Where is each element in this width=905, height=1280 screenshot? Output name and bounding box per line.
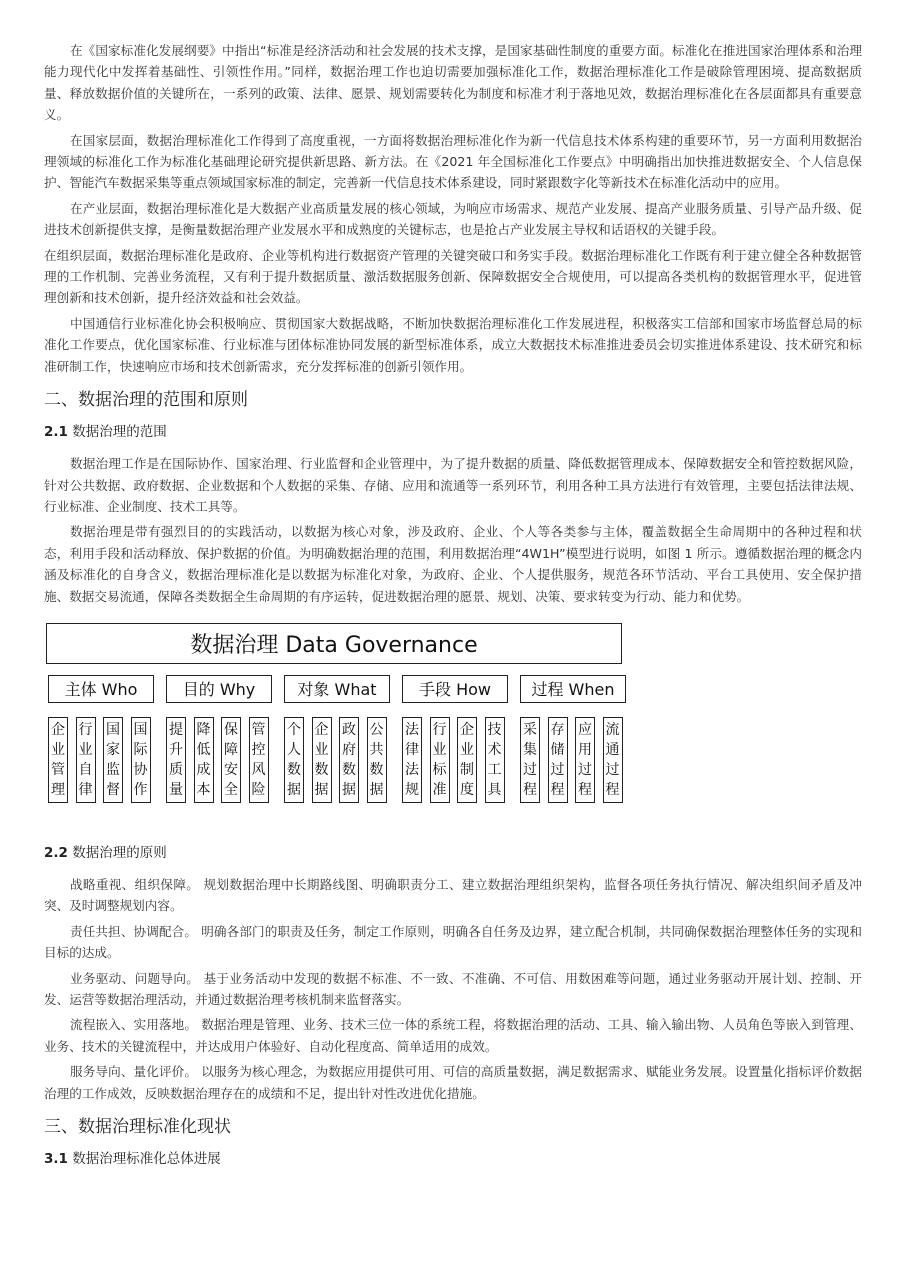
intro-paragraph: 在国家层面，数据治理标准化工作得到了高度重视，一方面将数据治理标准化作为新一代信息技术体系构建的重要环节，另一方面利用数据治理领域的标准化工作为标准化基础理论研究提供新思路、新方法。在《2021 年全国标准化工作要点》中明确指出加快推进数据安全、个人信息保护、智能汽车数据采集等重点领域国家标准的制定，完善新一代信息技术体系建设，同时紧跟数字化等新技术在标准化活动中的应用。 xyxy=(44,132,862,191)
section-heading: 三、数据治理标准化现状 xyxy=(44,1117,231,1137)
figure-item-box: 企 业 制 度 xyxy=(457,717,477,803)
principle-paragraph: 流程嵌入、实用落地。 数据治理是管理、业务、技术三位一体的系统工程，将数据治理的活动、工具、输入输出物、人员角色等嵌入到管理、业务、技术的关键流程中，并达成用户体验好、自动化程度高、简单适用的成效。 xyxy=(44,1017,862,1054)
figure-category-row xyxy=(46,675,626,703)
scope-paragraph: 数据治理工作是在国际协作、国家治理、行业监督和企业管理中，为了提升数据的质量、降低数据管理成本、保障数据安全和管控数据风险，针对公共数据、政府数据、企业数据和个人数据的采集、存储、应用和流通等一系列环节，利用各种工具方法进行有效管理，主要包括法律法规、行业标准、企业制度、技术工具等。 xyxy=(44,456,862,514)
figure-item-box: 管 控 风 险 xyxy=(249,717,269,803)
subsection-number: 3.1 xyxy=(44,1151,68,1167)
principle-paragraph: 服务导向、量化评价。 以服务为核心理念，为数据应用提供可用、可信的高质量数据，满足数据需求、赋能业务发展。设置量化指标评价数据治理的工作成效，反映数据治理存在的成绩和不足，提出针对性改进优化措施。 xyxy=(44,1064,862,1101)
figure-item-box: 公 共 数 据 xyxy=(367,717,387,803)
intro-paragraph: 在《国家标准化发展纲要》中指出“标准是经济活动和社会发展的技术支撑，是国家基础性制度的重要方面。标准化在推进国家治理体系和治理能力现代化中发挥着基础性、引领性作用。”同样，数据治理工作也迫切需要加强标准化工作，数据治理标准化工作是破除管理困境、提高数据质量、释放数据价值的关键所在，一系列的政策、法律、愿景、规划需要转化为制度和标准才利于落地见效，数据治理标准化在各层面都具有重要意义。 xyxy=(44,43,862,123)
figure-item-box: 降 低 成 本 xyxy=(194,717,214,803)
subsection-number: 2.1 xyxy=(44,424,68,441)
figure-item-box: 保 障 安 全 xyxy=(221,717,241,803)
scope-paragraph: 数据治理是带有强烈目的的实践活动，以数据为核心对象，涉及政府、企业、个人等各类参与主体，覆盖数据全生命周期中的各种过程和状态，利用手段和活动释放、保护数据的价值。为明确数据治理的范围，利用数据治理“4W1H”模型进行说明，如图 1 所示。遵循数据治理的概念内涵及标准化的自身含义，数据治理标准化是以数据为标准化对象，为政府、企业、个人提供服务，规范各环节活动、平台工具使用、安全保护措施、数据交易流通，保障各类数据全生命周期的有序运转，促进数据治理的愿景、规划、决策、要求转变为行动、能力和优势。 xyxy=(44,524,862,604)
figure-item-box: 政 府 数 据 xyxy=(339,717,359,803)
principle-paragraph: 战略重视、组织保障。 规划数据治理中长期路线图、明确职责分工、建立数据治理组织架构，监督各项任务执行情况、解决组织间矛盾及冲突、及时调整规划内容。 xyxy=(44,876,862,914)
intro-paragraph: 在组织层面，数据治理标准化是政府、企业等机构进行数据资产管理的关键突破口和务实手段。数据治理标准化工作既有利于建立健全各种数据管理的工作机制、完善业务流程，又有利于提升数据质量、激活数据服务创新、保障数据安全合规使用，可以提高各类机构的数据管理水平，促进管理创新和技术创新，提升经济效益和社会效益。 xyxy=(44,247,862,306)
figure-item-box: 提 升 质 量 xyxy=(166,717,186,803)
principle-paragraph: 责任共担、协调配合。 明确各部门的职责及任务，制定工作原则，明确各自任务及边界，建立配合机制，共同确保数据治理整体任务的实现和目标的达成。 xyxy=(44,923,862,961)
figure-item-box: 国 际 协 作 xyxy=(131,717,151,803)
figure-item-box: 流 通 过 程 xyxy=(603,717,623,803)
subsection-heading xyxy=(44,421,862,443)
figure-item-row xyxy=(46,717,626,805)
figure-item-box: 个 人 数 据 xyxy=(284,717,304,803)
figure-item-box: 应 用 过 程 xyxy=(575,717,595,803)
figure-item-box: 企 业 数 据 xyxy=(312,717,332,803)
figure-item-box: 采 集 过 程 xyxy=(520,717,540,803)
governance-figure xyxy=(46,623,626,808)
figure-item-box: 行 业 自 律 xyxy=(76,717,96,803)
figure-category-box: 目的 Why xyxy=(166,675,272,703)
figure-item-box: 企 业 管 理 xyxy=(48,717,68,803)
figure-item-box: 国 家 监 督 xyxy=(103,717,123,803)
figure-item-box: 技 术 工 具 xyxy=(485,717,505,803)
subsection-title: 数据治理的原则 xyxy=(72,844,167,861)
figure-title: 数据治理 Data Governance xyxy=(46,623,622,664)
intro-paragraph: 中国通信行业标准化协会积极响应、贯彻国家大数据战略，不断加快数据治理标准化工作发展进程，积极落实工信部和国家市场监督总局的标准化工作要点，优化国家标准、行业标准与团体标准协同发展的新型标准体系，成立大数据技术标准推进委员会切实推进体系建设、技术研究和标准研制工作，快速响应市场和技术创新需求，充分发挥标准的创新引领作用。 xyxy=(44,315,862,374)
subsection-number: 2.2 xyxy=(44,844,68,861)
figure-category-box: 过程 When xyxy=(520,675,626,703)
principle-paragraph: 业务驱动、问题导向。 基于业务活动中发现的数据不标准、不一致、不准确、不可信、用数困难等问题，通过业务驱动开展计划、控制、开发、运营等数据治理活动，并通过数据治理考核机制来监督落实。 xyxy=(44,970,862,1007)
subsection-heading xyxy=(44,842,862,864)
figure-item-box: 存 储 过 程 xyxy=(548,717,568,803)
section-heading: 二、数据治理的范围和原则 xyxy=(44,390,248,411)
figure-category-box: 手段 How xyxy=(402,675,508,703)
subsection-heading xyxy=(44,1148,862,1170)
figure-item-box: 行 业 标 准 xyxy=(430,717,450,803)
subsection-title: 数据治理的范围 xyxy=(72,424,167,441)
document-page xyxy=(44,40,862,1180)
figure-category-box: 主体 Who xyxy=(48,675,154,703)
subsection-title: 数据治理标准化总体进展 xyxy=(72,1151,221,1167)
figure-item-box: 法 律 法 规 xyxy=(402,717,422,803)
intro-paragraph: 在产业层面，数据治理标准化是大数据产业高质量发展的核心领域，为响应市场需求、规范产业发展、提高产业服务质量、引导产品升级、促进技术创新提供支撑，是衡量数据治理产业发展水平和成熟度的关键标志，也是抢占产业发展主导权和话语权的关键手段。 xyxy=(44,200,862,238)
figure-category-box: 对象 What xyxy=(284,675,390,703)
